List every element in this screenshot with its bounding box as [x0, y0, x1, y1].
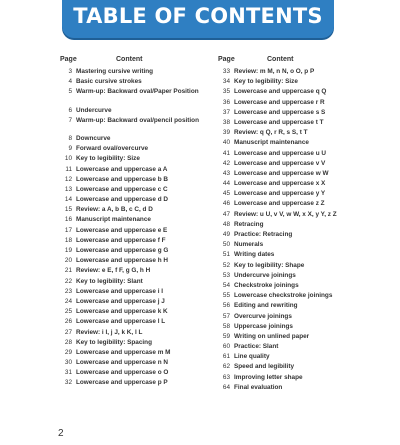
toc-entry	[212, 374, 377, 384]
toc-entry	[212, 272, 377, 282]
toc-entry	[50, 267, 210, 277]
toc-entry	[50, 227, 210, 237]
toc-entry-title: Practice: Retracing	[234, 231, 293, 238]
toc-entry-title: Undercurve joinings	[234, 271, 296, 279]
toc-page-number: 35	[222, 88, 230, 96]
toc-entry-title: Lowercase and uppercase z Z	[234, 200, 325, 208]
toc-column-right	[212, 56, 377, 394]
toc-entry-title: Manuscript maintenance	[76, 216, 151, 224]
toc-entry	[212, 99, 377, 109]
toc-entry	[50, 339, 210, 349]
toc-page-number: 42	[222, 159, 230, 167]
toc-page-number: 20	[64, 257, 72, 265]
toc-entry	[212, 313, 377, 323]
toc-entry-title: Lowercase and uppercase a A	[76, 165, 168, 173]
toc-page-number: 64	[222, 383, 230, 391]
toc-page-number: 29	[64, 348, 72, 356]
toc-page-number: 53	[222, 271, 230, 279]
toc-entry-title: Improving letter shape	[234, 373, 303, 381]
toc-entry-title: Key to legibility: Size	[234, 78, 298, 86]
page-number: 2	[58, 428, 64, 439]
toc-page-number: 31	[64, 369, 72, 377]
toc-entry-title: Lowercase and uppercase h H	[76, 257, 168, 265]
toc-entry-title: Lowercase and uppercase g G	[76, 247, 169, 254]
toc-page-number: 17	[64, 226, 72, 234]
toc-entry	[50, 196, 210, 206]
toc-entry-title: Key to legibility: Size	[76, 155, 140, 163]
toc-entry	[50, 369, 210, 379]
toc-page-number: 33	[222, 68, 230, 75]
toc-entry-title: Lowercase and uppercase b B	[76, 175, 168, 183]
toc-page-number: 3	[68, 68, 72, 75]
toc-entry-title: Downcurve	[76, 134, 111, 142]
toc-entry	[212, 241, 377, 251]
toc-entry-title: Undercurve	[76, 106, 112, 114]
toc-page-number: 12	[64, 175, 72, 183]
toc-page-number: 25	[64, 308, 72, 316]
toc-entry-title: Lowercase and uppercase x X	[234, 180, 326, 188]
toc-entry-title: Checkstroke joinings	[234, 281, 299, 289]
toc-entry	[212, 384, 377, 394]
toc-entry	[212, 119, 377, 129]
toc-entry-title: Forward oval/overcurve	[76, 145, 149, 153]
toc-entry	[50, 176, 210, 186]
toc-page-number: 18	[64, 236, 72, 244]
toc-entry	[212, 333, 377, 343]
toc-header-left	[50, 56, 210, 68]
toc-entry-title: Manuscript maintenance	[234, 139, 309, 147]
toc-entry	[50, 247, 210, 257]
toc-page-number: 26	[64, 318, 72, 326]
toc-entry	[212, 251, 377, 261]
toc-entry-title: Overcurve joinings	[234, 312, 292, 320]
toc-entry-title: Lowercase and uppercase j J	[76, 297, 165, 305]
toc-page-number: 13	[64, 185, 72, 193]
toc-entry-title: Lowercase and uppercase c C	[76, 185, 168, 193]
toc-page-number: 57	[222, 312, 230, 320]
toc-entry-title: Lowercase and uppercase e E	[76, 226, 168, 234]
toc-entry	[50, 318, 210, 328]
toc-entry	[212, 88, 377, 98]
toc-entry	[50, 237, 210, 247]
toc-page-number: 55	[222, 292, 230, 300]
toc-entry-title: Speed and legibility	[234, 363, 295, 371]
toc-page-number: 9	[68, 145, 72, 153]
toc-entry-title: Lowercase and uppercase i I	[76, 287, 164, 295]
toc-entry	[212, 109, 377, 119]
toc-entry	[50, 107, 210, 117]
toc-entry-title: Basic cursive strokes	[76, 78, 142, 86]
toc-header-right	[212, 56, 377, 68]
toc-entry-title: Warm-up: Backward oval/pencil position	[76, 116, 199, 124]
toc-entry	[50, 135, 210, 145]
toc-page-number: 39	[222, 129, 230, 137]
toc-page-number: 59	[222, 332, 230, 340]
toc-page-number: 34	[222, 78, 230, 86]
toc-entry-title: Editing and rewriting	[234, 302, 298, 310]
toc-page-number: 38	[222, 118, 230, 126]
toc-page-number: 58	[222, 322, 230, 330]
toc-page-number: 4	[68, 78, 72, 86]
toc-entry	[212, 323, 377, 333]
toc-entry-title: Warm-up: Backward oval/Paper Position	[76, 88, 199, 96]
toc-entry-title: Line quality	[234, 353, 270, 361]
toc-entry	[212, 231, 377, 241]
toc-entry	[212, 160, 377, 170]
page-title: TABLE OF CONTENTS	[73, 4, 323, 28]
toc-entry	[212, 180, 377, 190]
toc-entry	[212, 302, 377, 312]
toc-entry-title: Lowercase and uppercase q Q	[234, 88, 327, 96]
toc-page-number: 48	[222, 220, 230, 228]
toc-entry-title: Lowercase and uppercase w W	[234, 169, 329, 177]
toc-page-number: 63	[222, 373, 230, 381]
toc-page-number: 24	[64, 297, 72, 305]
toc-page-number: 30	[64, 359, 72, 367]
toc-entry-title: Review: i I, j J, k K, l L	[76, 328, 143, 336]
page-column-header: Page	[60, 56, 77, 63]
toc-entry-title: Lowercase and uppercase k K	[76, 308, 168, 316]
toc-page-number: 28	[64, 338, 72, 346]
toc-list-right	[212, 68, 377, 394]
toc-entry	[50, 186, 210, 196]
toc-entry	[50, 216, 210, 226]
toc-entry-title: Key to legibility: Spacing	[76, 338, 152, 346]
toc-entry-title: Lowercase and uppercase y Y	[234, 190, 326, 198]
toc-entry	[212, 292, 377, 302]
toc-page-number: 10	[64, 155, 72, 163]
toc-page-number: 27	[64, 328, 72, 336]
content-column-header: Content	[116, 56, 143, 63]
toc-entry-title: Key to legibility: Shape	[234, 261, 305, 269]
toc-page-number: 6	[68, 106, 72, 114]
toc-page-number: 52	[222, 261, 230, 269]
toc-entry-title: Writing dates	[234, 251, 275, 259]
toc-entry	[50, 206, 210, 216]
toc-entry-title: Lowercase and uppercase v V	[234, 159, 326, 167]
toc-entry-title: Lowercase and uppercase f F	[76, 236, 166, 244]
toc-entry	[50, 78, 210, 88]
toc-entry	[50, 155, 210, 165]
toc-entry-title: Lowercase and uppercase n N	[76, 359, 168, 367]
toc-entry	[212, 139, 377, 149]
toc-entry	[50, 257, 210, 267]
toc-entry-title: Lowercase and uppercase r R	[234, 98, 325, 106]
page-column-header: Page	[218, 56, 235, 63]
toc-entry-title: Lowercase and uppercase o O	[76, 369, 169, 377]
toc-entry	[212, 211, 377, 221]
toc-entry-title: Lowercase and uppercase d D	[76, 196, 168, 204]
toc-entry	[50, 298, 210, 308]
toc-entry-title: Final evaluation	[234, 383, 283, 391]
toc-entry	[50, 359, 210, 369]
toc-entry	[212, 221, 377, 231]
toc-entry-title: Numerals	[234, 241, 264, 249]
toc-entry	[212, 129, 377, 139]
toc-entry	[50, 379, 210, 389]
toc-page-number: 51	[222, 251, 230, 259]
toc-entry-title: Lowercase and uppercase t T	[234, 118, 324, 126]
toc-entry-title: Lowercase and uppercase u U	[234, 149, 326, 157]
toc-entry-title: Practice: Slant	[234, 343, 279, 351]
toc-entry-title: Lowercase checkstroke joinings	[234, 292, 333, 300]
toc-entry	[212, 78, 377, 88]
toc-page-number: 61	[222, 353, 230, 361]
toc-entry	[212, 190, 377, 200]
toc-entry	[50, 278, 210, 288]
toc-page-number: 7	[68, 116, 72, 124]
toc-entry-title: Mastering cursive writing	[76, 68, 154, 75]
toc-entry	[50, 329, 210, 339]
toc-page-number: 46	[222, 200, 230, 208]
toc-entry	[50, 68, 210, 78]
toc-entry	[212, 150, 377, 160]
toc-entry	[50, 308, 210, 318]
toc-column-left	[50, 56, 210, 390]
toc-entry-title: Writing on unlined paper	[234, 332, 310, 340]
toc-page-number: 8	[68, 134, 72, 142]
toc-list-left	[50, 68, 210, 390]
toc-page-number: 32	[64, 379, 72, 387]
toc-entry	[212, 363, 377, 373]
toc-page-number: 47	[222, 210, 230, 218]
toc-page-number: 41	[222, 149, 230, 157]
toc-entry-title: Review: e E, f F, g G, h H	[76, 267, 151, 275]
content-column-header: Content	[267, 56, 294, 63]
toc-entry-title: Key to legibility: Slant	[76, 277, 143, 285]
toc-entry-title: Lowercase and uppercase m M	[76, 348, 171, 356]
toc-entry-title: Review: a A, b B, c C, d D	[76, 206, 153, 214]
toc-entry-title: Review: m M, n N, o O, p P	[234, 68, 315, 75]
toc-page-number: 54	[222, 281, 230, 289]
toc-entry-title: Review: u U, v V, w W, x X, y Y, z Z	[234, 210, 337, 218]
toc-page-number: 23	[64, 287, 72, 295]
toc-entry-title: Lowercase and uppercase p P	[76, 379, 168, 387]
toc-entry-title: Lowercase and uppercase l L	[76, 318, 166, 326]
toc-entry	[212, 282, 377, 292]
toc-page-number: 44	[222, 180, 230, 188]
toc-page-number: 56	[222, 302, 230, 310]
toc-page-number: 16	[64, 216, 72, 224]
toc-entry	[212, 170, 377, 180]
toc-page-number: 5	[68, 88, 72, 96]
toc-page-number: 22	[64, 277, 72, 285]
toc-page-number: 21	[64, 267, 72, 275]
toc-entry	[50, 117, 210, 135]
toc-page-number: 11	[65, 165, 72, 173]
toc-entry	[212, 353, 377, 363]
toc-entry	[50, 166, 210, 176]
toc-page-number: 62	[222, 363, 230, 371]
toc-page-number: 50	[222, 241, 230, 249]
toc-entry	[50, 349, 210, 359]
toc-entry	[50, 88, 210, 106]
toc-page-number: 45	[222, 190, 230, 198]
toc-entry	[50, 288, 210, 298]
toc-page-number: 40	[222, 139, 230, 147]
toc-entry-title: Uppercase joinings	[234, 322, 293, 330]
toc-entry-title: Retracing	[234, 220, 264, 228]
toc-page-number: 36	[222, 98, 230, 106]
toc-page-number: 60	[222, 343, 230, 351]
toc-page-number: 19	[64, 247, 72, 254]
toc-page-number: 15	[64, 206, 72, 214]
toc-entry	[212, 262, 377, 272]
toc-entry	[212, 68, 377, 78]
toc-page-number: 43	[222, 169, 230, 177]
toc-page-number: 37	[222, 108, 230, 116]
toc-page-number: 49	[222, 231, 230, 238]
toc-entry	[50, 145, 210, 155]
toc-entry	[212, 200, 377, 210]
toc-entry-title: Lowercase and uppercase s S	[234, 108, 326, 116]
toc-entry	[212, 343, 377, 353]
toc-page-number: 14	[64, 196, 72, 204]
title-banner	[62, 0, 334, 38]
toc-entry-title: Review: q Q, r R, s S, t T	[234, 129, 308, 137]
